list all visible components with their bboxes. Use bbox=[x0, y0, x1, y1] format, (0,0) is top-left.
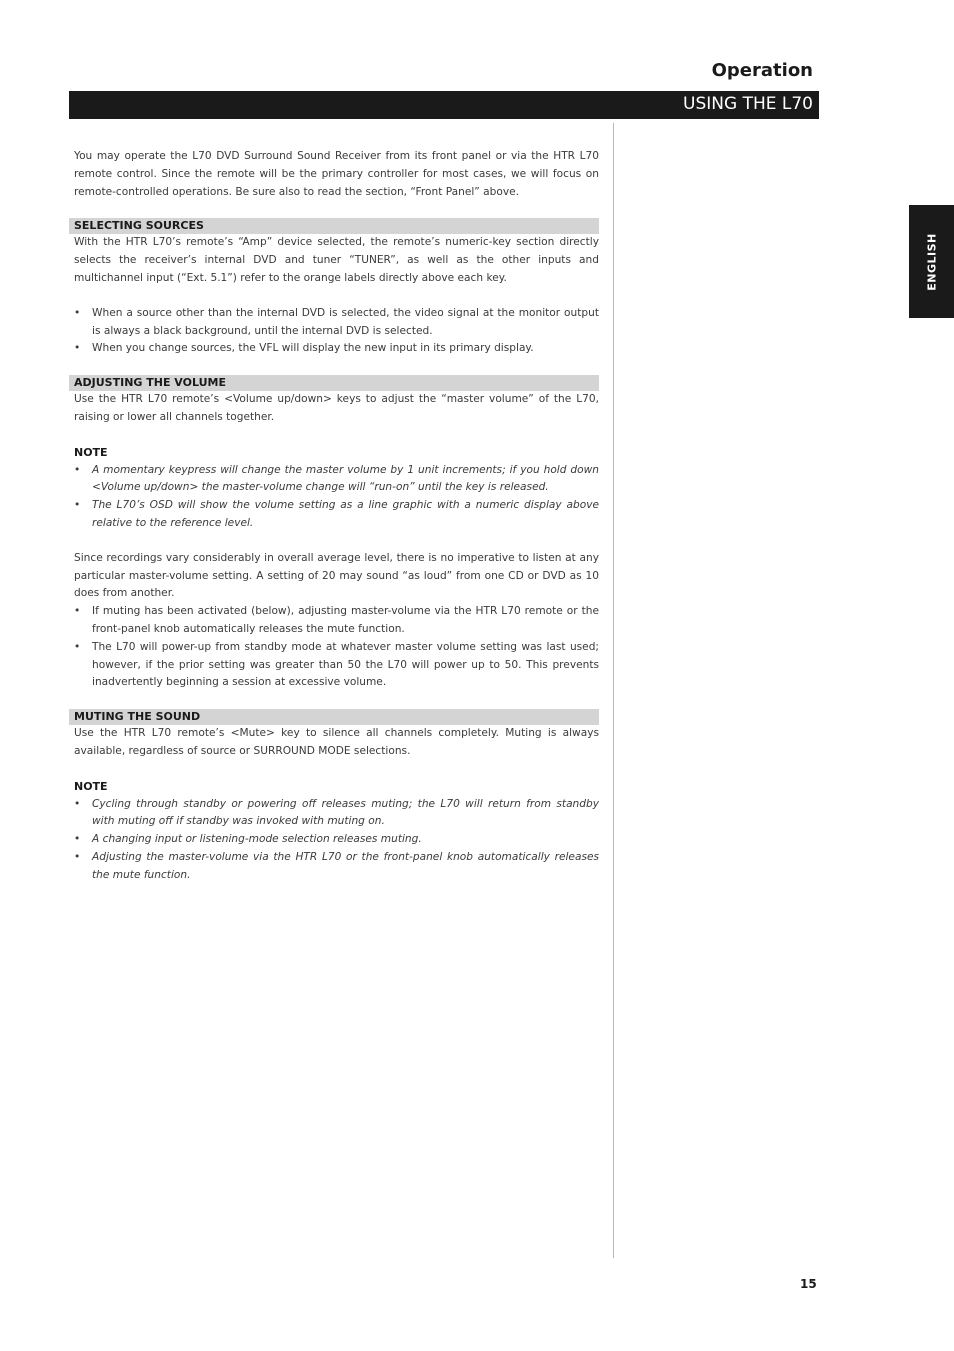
bullet-icon: • bbox=[74, 850, 81, 863]
list-item: • When a source other than the internal DVD is selected, the video signal at the monitor output is always a black background, until the internal DVD is selected. bbox=[74, 306, 599, 337]
intro-paragraph: You may operate the L70 DVD Surround Sound Receiver from its front panel or via the HTR L70 remote control. Since the remote will be the primary controller for most cases, we will focus on remote-controlled operations. Be sure also to read the section, “Front Panel” above. bbox=[74, 150, 599, 198]
volume-note-list bbox=[69, 462, 599, 533]
selecting-bullet-list bbox=[69, 305, 599, 358]
list-item: • When you change sources, the VFL will display the new input in its primary display. bbox=[92, 340, 599, 358]
bullet-icon: • bbox=[74, 605, 81, 618]
list-item: • A momentary keypress will change the master volume by 1 unit increments; if you hold down <Volume up/down> the master-volume change will “run-on” until the key is released. bbox=[74, 463, 599, 494]
volume-note-heading: NOTE bbox=[74, 445, 108, 459]
main-content bbox=[69, 148, 599, 885]
bullet-icon: • bbox=[74, 499, 81, 512]
section-title: Operation bbox=[711, 60, 813, 81]
muting-note-heading: NOTE bbox=[74, 779, 108, 793]
volume-body-2: Since recordings vary considerably in overall average level, there is no imperative to listen at any particular master-volume setting. A setting of 20 may sound “as loud” from one CD or DVD as 10 does from another. bbox=[74, 551, 599, 600]
page-title: USING THE L70 bbox=[683, 94, 813, 114]
muting-note-list bbox=[69, 796, 599, 885]
list-item: • Adjusting the master-volume via the HTR L70 or the front-panel knob automatically releases the mute function. bbox=[74, 850, 599, 881]
list-item: • Cycling through standby or powering off releases muting; the L70 will return from standby with muting off if standby was invoked with muting on. bbox=[74, 797, 599, 828]
muting-body: Use the HTR L70 remote’s <Mute> key to silence all channels completely. Muting is always available, regardless of source or SURROUND MODE selections. bbox=[74, 727, 599, 757]
bullet-icon: • bbox=[74, 463, 81, 476]
bullet-icon: • bbox=[74, 342, 81, 355]
bullet-icon: • bbox=[74, 640, 81, 653]
bullet-icon: • bbox=[74, 797, 81, 810]
selecting-body: With the HTR L70’s remote’s “Amp” device selected, the remote’s numeric-key section directly selects the receiver’s internal DVD and tuner “TUNER”, as well as the other inputs and multichannel input (“Ext. 5.1”) refer to the orange labels directly above each key. bbox=[74, 236, 599, 284]
heading-muting-sound: MUTING THE SOUND bbox=[69, 709, 599, 725]
language-tab bbox=[909, 205, 954, 318]
list-item: • The L70’s OSD will show the volume setting as a line graphic with a numeric display above relative to the reference level. bbox=[74, 499, 599, 529]
list-item: • The L70 will power-up from standby mode at whatever master volume setting was last used; however, if the prior setting was greater than 50 the L70 will power up to 50. This prevents inadvertently beginning a session at excessive volume. bbox=[74, 640, 599, 689]
bullet-icon: • bbox=[74, 306, 81, 319]
language-tab-label: ENGLISH bbox=[925, 232, 938, 291]
heading-adjusting-volume: ADJUSTING THE VOLUME bbox=[69, 375, 599, 391]
column-divider bbox=[613, 123, 614, 1258]
volume-bullet-list bbox=[69, 603, 599, 692]
volume-body: Use the HTR L70 remote’s <Volume up/down> keys to adjust the “master volume” of the L70, raising or lower all channels together. bbox=[74, 393, 599, 423]
page-title-bar bbox=[69, 91, 819, 119]
bullet-icon: • bbox=[74, 833, 81, 846]
list-item: • If muting has been activated (below), adjusting master-volume via the HTR L70 remote or the front-panel knob automatically releases the mute function. bbox=[74, 605, 599, 635]
list-item: • A changing input or listening-mode selection releases muting. bbox=[92, 831, 599, 849]
heading-selecting-sources: SELECTING SOURCES bbox=[69, 218, 599, 234]
page-number: 15 bbox=[800, 1277, 817, 1291]
